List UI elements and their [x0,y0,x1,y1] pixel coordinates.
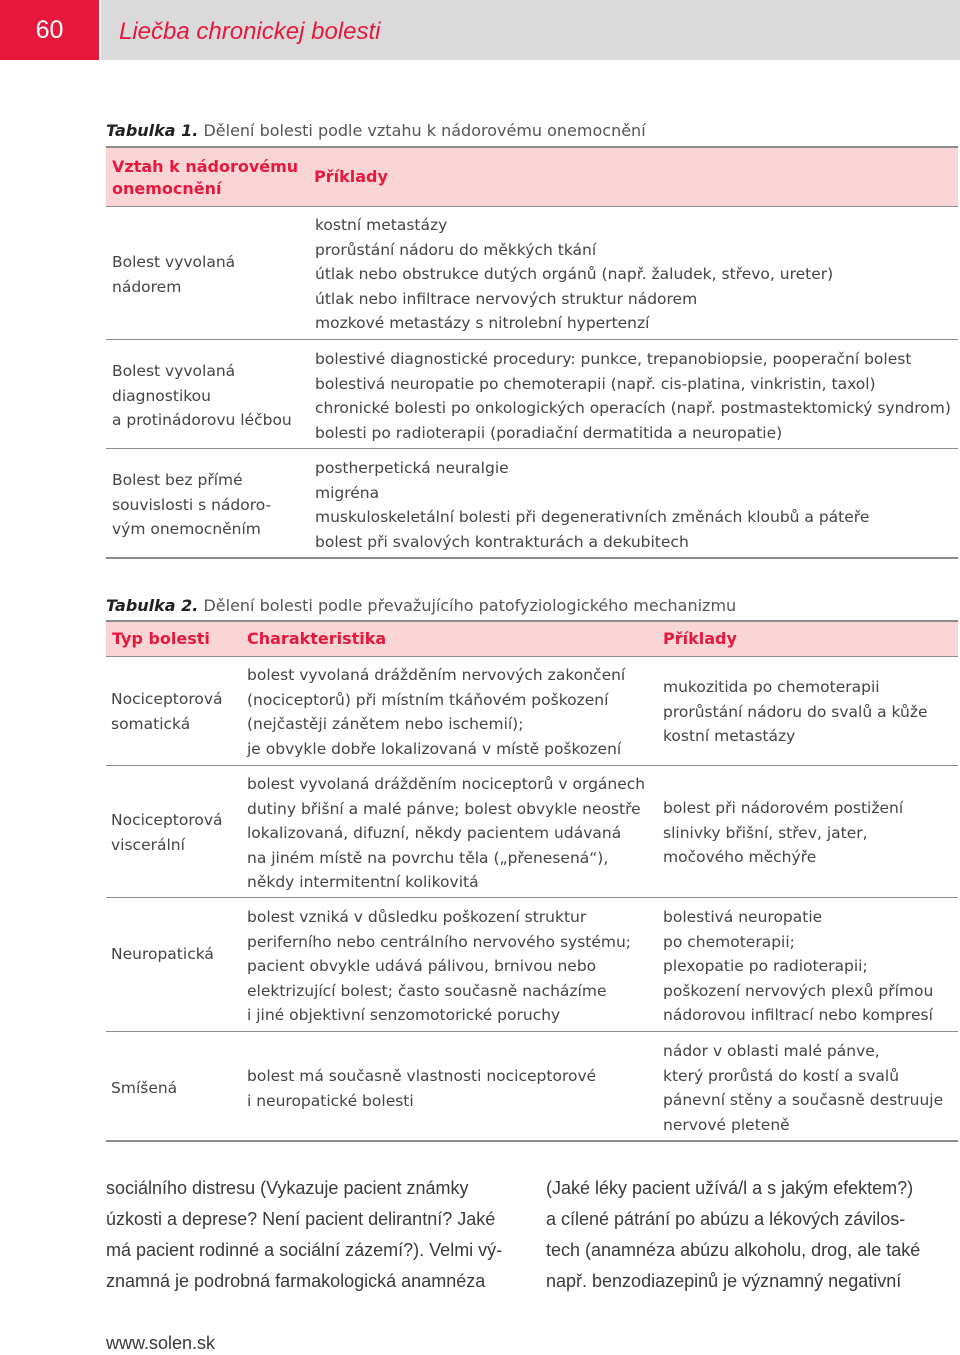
table2-row1-type: Nociceptorová somatická [111,690,223,733]
table1-row2-examples: bolestivé diagnostické procedury: punkce, trepanobiopsie, pooperační bolest bolestivá neuropatie po chemoterapii (např. cis-platina, vinkristin, taxol) chronické bolesti po onkologických operacích (např. postmastektomický syndrom) bolesti po radioterapii (poradiační dermatitida a neuropatie) [315,350,951,442]
table2-bottom-rule [106,1140,958,1142]
table1-header-examples: Příklady [314,167,388,186]
table2-row4-examples: nádor v oblasti malé pánve, který prorůstá do kostí a svalů pánevní stěny a současně destruuje nervové pleteně [663,1042,944,1134]
body-left-column: sociálního distresu (Vykazuje pacient známky úzkosti a deprese? Není pacient delirantní? Jaké má pacient rodinné a sociální zázemí?). Velmi vý- znamná je podrobná farmakologická anamnéza [106,1178,503,1291]
table1-header-category: Vztah k nádorovému onemocnění [112,157,299,198]
table2-header-row [106,622,958,656]
table1-header-row [106,148,958,206]
table1-row2-category: Bolest vyvolaná diagnostikou a protinádorovu léčbou [112,362,292,429]
table2-label: Tabulka 2. [106,596,199,615]
table2-row2-characteristics: bolest vyvolaná drážděním nociceptorů v orgánech dutiny břišní a malé pánve; bolest obvykle neostře lokalizovaná, difuzní, někdy pacientem udávaná na jiném místě na povrchu těla („přenesená“), někdy intermitentní kolikovitá [247,775,646,891]
running-title: Liečba chronickej bolesti [101,0,960,60]
table1-label: Tabulka 1. [106,121,199,140]
table1-caption-text: Dělení bolesti podle vztahu k nádorovému onemocnění [203,121,646,140]
table2-row-divider [106,765,958,766]
table2-header-characteristics: Charakteristika [247,629,387,648]
page-number: 60 [0,0,99,60]
table1-bottom-rule [106,557,958,559]
table2-header-examples: Příklady [663,629,737,648]
footer-url[interactable]: www.solen.sk [106,1333,216,1353]
table1-row1-category: Bolest vyvolaná nádorem [112,253,236,296]
table2-row-divider [106,897,958,898]
table2-row4-characteristics: bolest má současně vlastnosti nociceptorové i neuropatické bolesti [247,1067,597,1110]
table2-row3-characteristics: bolest vzniká v důsledku poškození struktur periferního nebo centrálního nervového systému; pacient obvykle udává pálivou, brnivou nebo elektrizující bolest; často současně nacházíme i jiné objektivní senzomotorické poruchy [247,908,632,1024]
page-header [0,0,960,60]
table2-row3-type: Neuropatická [111,945,214,963]
table1-row3-category: Bolest bez přímé souvislosti s nádoro- vým onemocněním [112,471,272,538]
table2-header-type: Typ bolesti [112,629,210,648]
table2-row4-type: Smíšená [111,1079,178,1097]
table1-header-rule [106,206,958,207]
table2-row1-characteristics: bolest vyvolaná drážděním nervových zakončení (nociceptorů) při místním tkáňovém poškození (nejčastěji zánětem nebo ischemií); je obvykle dobře lokalizovaná v místě poškození [247,666,626,758]
table2-caption [106,596,736,615]
table1-row-divider [106,339,958,340]
table2-row2-examples: bolest při nádorovém postižení slinivky břišní, střev, jater, močového měchýře [663,799,904,866]
table1-caption [106,121,646,140]
table2-row3-examples: bolestivá neuropatie po chemoterapii; plexopatie po radioterapii; poškození nervových plexů přímou nádorovou infiltrací nebo kompresí [663,908,934,1024]
table2-caption-text: Dělení bolesti podle převažujícího patofyziologického mechanizmu [203,596,737,615]
table1-row1-examples: kostní metastázy prorůstání nádoru do měkkých tkání útlak nebo obstrukce dutých orgánů (např. žaludek, střevo, ureter) útlak nebo infiltrace nervových struktur nádorem mozkové metastázy s nitrolební hypertenzí [315,216,834,332]
table2-row2-type: Nociceptorová viscerální [111,811,223,854]
table2-header-rule [106,656,958,657]
table1-row-divider [106,448,958,449]
table1-row3-examples: postherpetická neuralgie migréna muskuloskeletální bolesti při degenerativních změnách kloubů a páteře bolest při svalových kontrakturách a dekubitech [315,459,870,551]
body-right-column: (Jaké léky pacient užívá/l a s jakým efektem?) a cílené pátrání po abúzu a lékových závilos- tech (anamnéza abúzu alkoholu, drog, ale také např. benzodiazepinů je významný negativní [546,1178,921,1291]
table2-row1-examples: mukozitida po chemoterapii prorůstání nádoru do svalů a kůže kostní metastázy [663,678,928,745]
table2-row-divider [106,1031,958,1032]
